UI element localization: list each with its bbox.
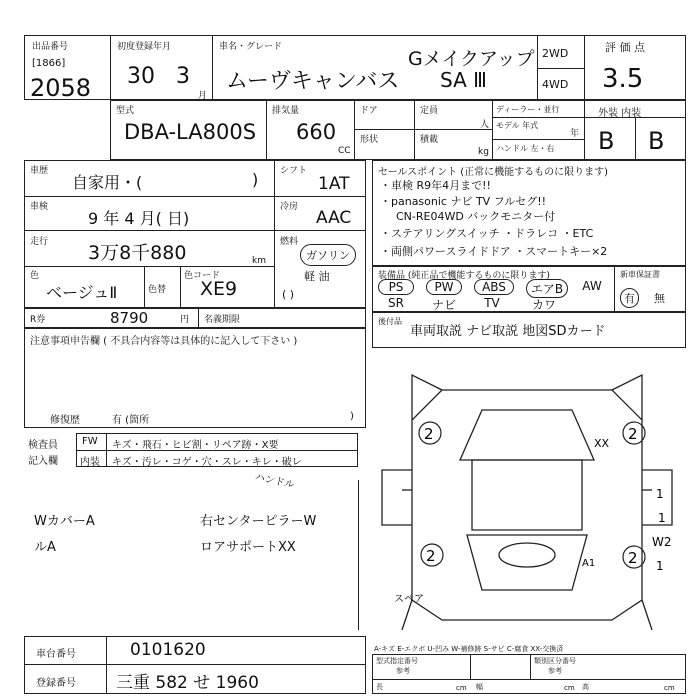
lot-number: 2058 bbox=[30, 74, 92, 102]
dim-height: 高 bbox=[582, 683, 589, 691]
equip-leather: カワ bbox=[531, 298, 556, 312]
handle-note: ハンドル bbox=[253, 471, 296, 491]
aftermarket-text: 車両取説 ナビ取説 地図SDカード bbox=[410, 324, 606, 339]
reg-month: 3 bbox=[176, 64, 190, 89]
color-code-value: XE9 bbox=[200, 278, 238, 300]
shift-label: シフト bbox=[280, 166, 308, 176]
load-unit: kg bbox=[478, 147, 489, 157]
equip-pw: PW bbox=[426, 279, 462, 295]
dmg-rear-left: 2 bbox=[426, 547, 436, 565]
repair-label: 修復歴 bbox=[50, 415, 80, 426]
note-w-cover: WカバーA bbox=[34, 514, 95, 529]
score: 3.5 bbox=[602, 64, 644, 94]
exterior-grade: B bbox=[598, 127, 615, 155]
warranty-yes: 有 bbox=[620, 288, 639, 308]
dim-height-unit: cm bbox=[664, 684, 675, 692]
fuel-gasoline: ガソリン bbox=[300, 244, 356, 266]
name-label: 車名・グレード bbox=[219, 42, 283, 52]
sales-line-4: ・ステアリングスイッチ ・ドラレコ ・ETC bbox=[380, 227, 594, 240]
ac-value: AAC bbox=[316, 208, 352, 228]
chassis-label: 車台番号 bbox=[36, 649, 76, 660]
sales-title: セールスポイント (正常に機能するものに限ります) bbox=[378, 167, 609, 178]
damage-legend: A-キズ E-エクボ U-凹み W-補修跡 S-サビ C-腐食 XX-交換済 bbox=[374, 645, 564, 653]
chassis-value: 0101620 bbox=[130, 640, 206, 660]
plate-label: 登録番号 bbox=[36, 678, 76, 689]
sales-line-1: ・車検 R9年4月まで!! bbox=[380, 179, 491, 192]
equip-tv: TV bbox=[484, 296, 500, 310]
int-items: キズ・汚レ・コゲ・穴・スレ・キレ・破レ bbox=[112, 457, 302, 468]
shift-value: 1AT bbox=[318, 174, 350, 194]
drive-2wd: 2WD bbox=[542, 47, 569, 60]
history-value: 自家用・( bbox=[72, 173, 143, 192]
color-code-label: 色コード bbox=[184, 271, 221, 281]
mileage-label: 走行 bbox=[30, 237, 49, 247]
equip-aw: AW bbox=[582, 279, 602, 293]
tone-label: 色替 bbox=[148, 285, 167, 295]
capacity-label: 定員 bbox=[420, 106, 439, 116]
repair-value: 有 (箇所 bbox=[112, 415, 150, 426]
sales-line-3: CN-RE04WD バックモニター付 bbox=[396, 210, 556, 223]
color-label: 色 bbox=[30, 271, 40, 281]
note-center-pillar: 右センターピラーW bbox=[200, 514, 317, 529]
reg-unit: 月 bbox=[198, 91, 208, 101]
car-name: ムーヴキャンバス bbox=[226, 69, 400, 94]
owner-label: 名義期限 bbox=[204, 315, 241, 325]
dim-label-4: 参考 bbox=[548, 667, 562, 675]
dmg-replaced: XX bbox=[594, 437, 610, 450]
equip-ps: PS bbox=[378, 279, 414, 295]
fuel-diesel: 軽 油 bbox=[304, 270, 330, 283]
dealer-label: ディーラー・並行 bbox=[496, 105, 560, 114]
fuel-other: ( ) bbox=[282, 288, 295, 301]
equip-navi: ナビ bbox=[431, 298, 456, 312]
yen-unit: 円 bbox=[180, 315, 190, 325]
ext-tag: FW bbox=[82, 436, 98, 447]
car-body-outline bbox=[412, 390, 642, 620]
car-damage-diagram bbox=[372, 350, 686, 640]
lot-label: 出品番号 bbox=[32, 42, 69, 52]
model-year-label: モデル 年式 bbox=[496, 121, 539, 130]
load-label: 積載 bbox=[420, 135, 439, 145]
shape-label: 形状 bbox=[360, 135, 379, 145]
dmg-side-1: 1 bbox=[658, 511, 666, 525]
notice-label: 注意事項申告欄 ( 不具合内容等は具体的に記入して下さい ) bbox=[30, 336, 298, 347]
equip-airbag: エアB bbox=[526, 279, 568, 298]
reg-label: 初度登録年月 bbox=[117, 42, 172, 52]
dim-width-unit: cm bbox=[564, 684, 575, 692]
ac-label: 冷房 bbox=[280, 202, 299, 212]
inspection-value: 9 年 4 月( 日) bbox=[88, 209, 190, 228]
ext-int-label: 外装 内装 bbox=[598, 108, 642, 119]
door-label: ドア bbox=[360, 106, 378, 116]
dmg-rear-right: 2 bbox=[628, 549, 638, 567]
note-lower-support: ロアサポートXX bbox=[200, 540, 296, 555]
type-label: 型式 bbox=[116, 106, 135, 116]
aftermarket-label: 後付品 bbox=[378, 317, 402, 326]
model-code: DBA-LA800S bbox=[124, 120, 257, 144]
reg-year: 30 bbox=[127, 64, 155, 89]
sales-line-2: ・panasonic ナビ TV フルセグ!! bbox=[380, 195, 547, 208]
recycle-row bbox=[24, 308, 366, 328]
dim-label-2: 参考 bbox=[396, 667, 410, 675]
equip-sr: SR bbox=[388, 296, 404, 310]
dim-length: 長 bbox=[376, 683, 383, 691]
lot-sub: [1866] bbox=[32, 58, 66, 69]
handle-label: ハンドル 左・右 bbox=[496, 144, 555, 153]
fuel-label: 燃料 bbox=[280, 237, 299, 247]
repair-close: ) bbox=[350, 411, 354, 422]
dim-width: 幅 bbox=[476, 683, 483, 691]
recycle-label: R券 bbox=[30, 315, 46, 325]
cc-unit: CC bbox=[338, 146, 351, 156]
recycle-amount: 8790 bbox=[110, 309, 149, 327]
int-tag: 内装 bbox=[80, 457, 100, 468]
dimension-box bbox=[372, 654, 686, 694]
dmg-front-left: 2 bbox=[424, 425, 434, 443]
warranty-no: 無 bbox=[654, 292, 665, 305]
plate-value: 三重 582 せ 1960 bbox=[116, 673, 259, 693]
displacement-label: 排気量 bbox=[272, 106, 300, 116]
warranty-label: 新車保証書 bbox=[620, 270, 660, 279]
ext-items: キズ・飛石・ヒビ割・リペア跡・X要 bbox=[112, 440, 279, 451]
equipment-label: 装備品 (純正品で機能するものに限ります) bbox=[378, 271, 550, 281]
dim-label-1: 型式指定番号 bbox=[376, 657, 418, 665]
dmg-front-right: 2 bbox=[628, 425, 638, 443]
inspector-label-1: 検査員 bbox=[28, 440, 58, 451]
equip-abs: ABS bbox=[474, 279, 514, 295]
displacement: 660 bbox=[296, 120, 337, 144]
km-unit: km bbox=[252, 256, 266, 266]
note-roof: ルA bbox=[34, 540, 56, 555]
dmg-w2: W2 bbox=[652, 535, 672, 549]
dim-length-unit: cm bbox=[456, 684, 467, 692]
drive-4wd: 4WD bbox=[542, 78, 569, 91]
dmg-side-1b: 1 bbox=[656, 559, 664, 573]
dmg-a1: A1 bbox=[582, 558, 596, 569]
spare-label: スペア bbox=[394, 594, 424, 605]
score-label: 評 価 点 bbox=[605, 41, 645, 54]
history-close: ) bbox=[252, 170, 259, 189]
inspector-label-2: 記入欄 bbox=[28, 456, 58, 467]
capacity-unit: 人 bbox=[480, 120, 490, 130]
year-unit: 年 bbox=[570, 129, 580, 139]
grade-bottom: SA Ⅲ bbox=[440, 68, 487, 92]
inspection-label: 車検 bbox=[30, 202, 49, 212]
interior-grade: B bbox=[648, 127, 665, 155]
grade-top: Gメイクアップ bbox=[408, 48, 535, 70]
mileage-value: 3万8千880 bbox=[88, 242, 187, 264]
sales-line-5: ・両側パワースライドドア ・スマートキー×2 bbox=[380, 245, 608, 258]
color-value: ベージュⅡ bbox=[46, 283, 118, 302]
dmg-side-1c: 1 bbox=[656, 487, 664, 501]
history-label: 車歴 bbox=[30, 166, 49, 176]
dim-label-3: 類別区分番号 bbox=[534, 657, 576, 665]
